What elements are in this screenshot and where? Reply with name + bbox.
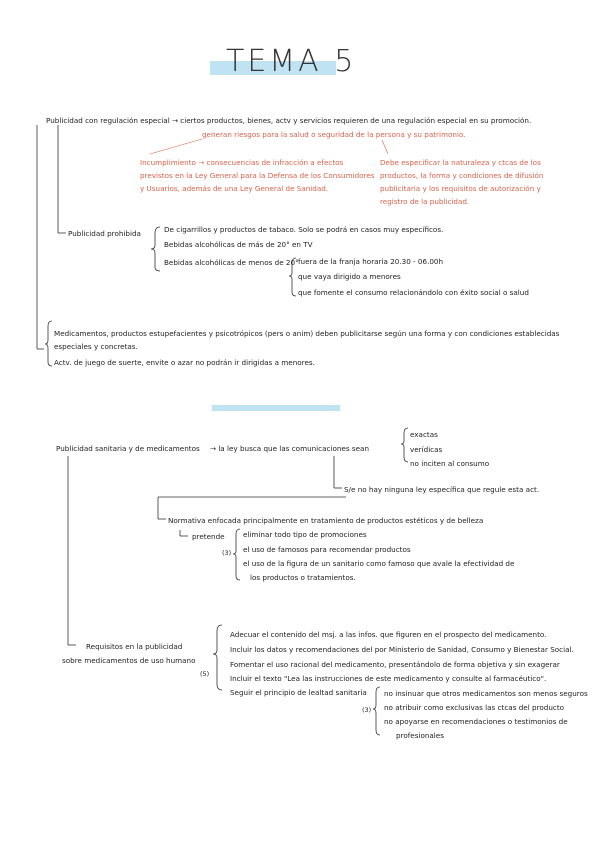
requisito-item: Seguir el principio de lealtad sanitaria [230,688,367,697]
requisito-item: Incluir los datos y recomendaciones del por Ministerio de Sanidad, Consumo y Bienestar Social. [230,645,574,654]
pretende-label: pretende [192,532,225,541]
medicamentos-line: especiales y concretas. [54,342,138,351]
page-title: TEMA 5 [226,44,357,79]
prohibida-item: Bebidas alcohólicas de más de 20° en TV [164,240,313,249]
prohibida-label: Publicidad prohibida [68,229,141,238]
incumplimiento-line: previstos en la Ley General para la Defensa de los Consumidores [140,171,375,180]
lealtad-item: no atribuir como exclusivas las ctcas del producto [384,703,565,712]
requisitos-label: Requisitos en la publicidad [86,642,183,651]
pretende-item: eliminar todo tipo de promociones [243,530,367,539]
section1-risk-note: generan riesgos para la salud o seguridad de la persona y su patrimonio. [202,130,466,139]
juego-line: Actv. de juego de suerte, envite o azar no podrán ir dirigidas a menores. [54,358,315,367]
ley-item: exactas [410,430,438,439]
prohibida-item: De cigarrillos y productos de tabaco. Solo se podrá en casos muy específicos. [164,225,444,234]
debe-line: registro de la publicidad. [380,197,470,206]
ley-item: no inciten al consumo [410,459,490,468]
ley-line: → la ley busca que las comunicaciones sean [210,444,370,453]
debe-line: productos, la forma y condiciones de difusión [380,171,544,180]
pretende-item: los productos o tratamientos. [250,573,356,582]
lealtad-item: no insinuar que otros medicamentos son menos seguros [384,689,588,698]
se-line: S/e no hay ninguna ley específica que regule esta act. [344,485,540,494]
pretende-count: (3) [222,549,232,557]
incumplimiento-line: y Usuarios, además de una Ley General de Sanidad. [140,184,329,193]
alcohol-item: que vaya dirigido a menores [298,272,401,281]
medicamentos-line: Medicamentos, productos estupefacientes y psicotrópicos (pers o anim) deben publicitarse según una forma y con condiciones establecidas [54,329,560,338]
normativa-line: Normativa enfocada principalmente en tratamiento de productos estéticos y de belleza [168,516,484,525]
section1-main: Publicidad con regulación especial → ciertos productos, bienes, actv y servicios requieren de una regulación especial en su promoción. [46,116,532,125]
prohibida-item: Bebidas alcohólicas de menos de 20° [164,258,299,267]
requisito-item: Adecuar el contenido del msj. a las infos. que figuren en el prospecto del medicamento. [230,630,547,639]
incumplimiento-line: Incumplimiento → consecuencias de infracción a efectos [140,158,344,167]
requisitos-count: (5) [200,670,210,678]
lealtad-item: profesionales [396,731,444,740]
alcohol-item: fuera de la franja horaria 20.30 - 06.00h [298,257,444,266]
lealtad-item: no apoyarse en recomendaciones o testimonios de [384,717,568,726]
debe-line: Debe especificar la naturaleza y ctcas de los [380,158,541,167]
pretende-item: el uso de famosos para recomendar productos [243,545,411,554]
requisito-item: Fomentar el uso racional del medicamento, presentándolo de forma objetiva y sin exagerar [230,660,560,669]
debe-line: publicitaria y los requisitos de autorización y [380,184,541,193]
requisitos-label: sobre medicamentos de uso humano [62,656,196,665]
pretende-item: el uso de la figura de un sanitario como famoso que avale la efectividad de [243,559,515,568]
ley-item: verídicas [410,445,443,454]
section2-main: Publicidad sanitaria y de medicamentos [56,444,200,453]
lealtad-count: (3) [362,706,372,714]
requisito-item: Incluir el texto "Lea las instrucciones de este medicamento y consulte al farmacéutico". [230,674,547,683]
alcohol-item: que fomente el consumo relacionándolo con éxito social o salud [298,288,529,297]
